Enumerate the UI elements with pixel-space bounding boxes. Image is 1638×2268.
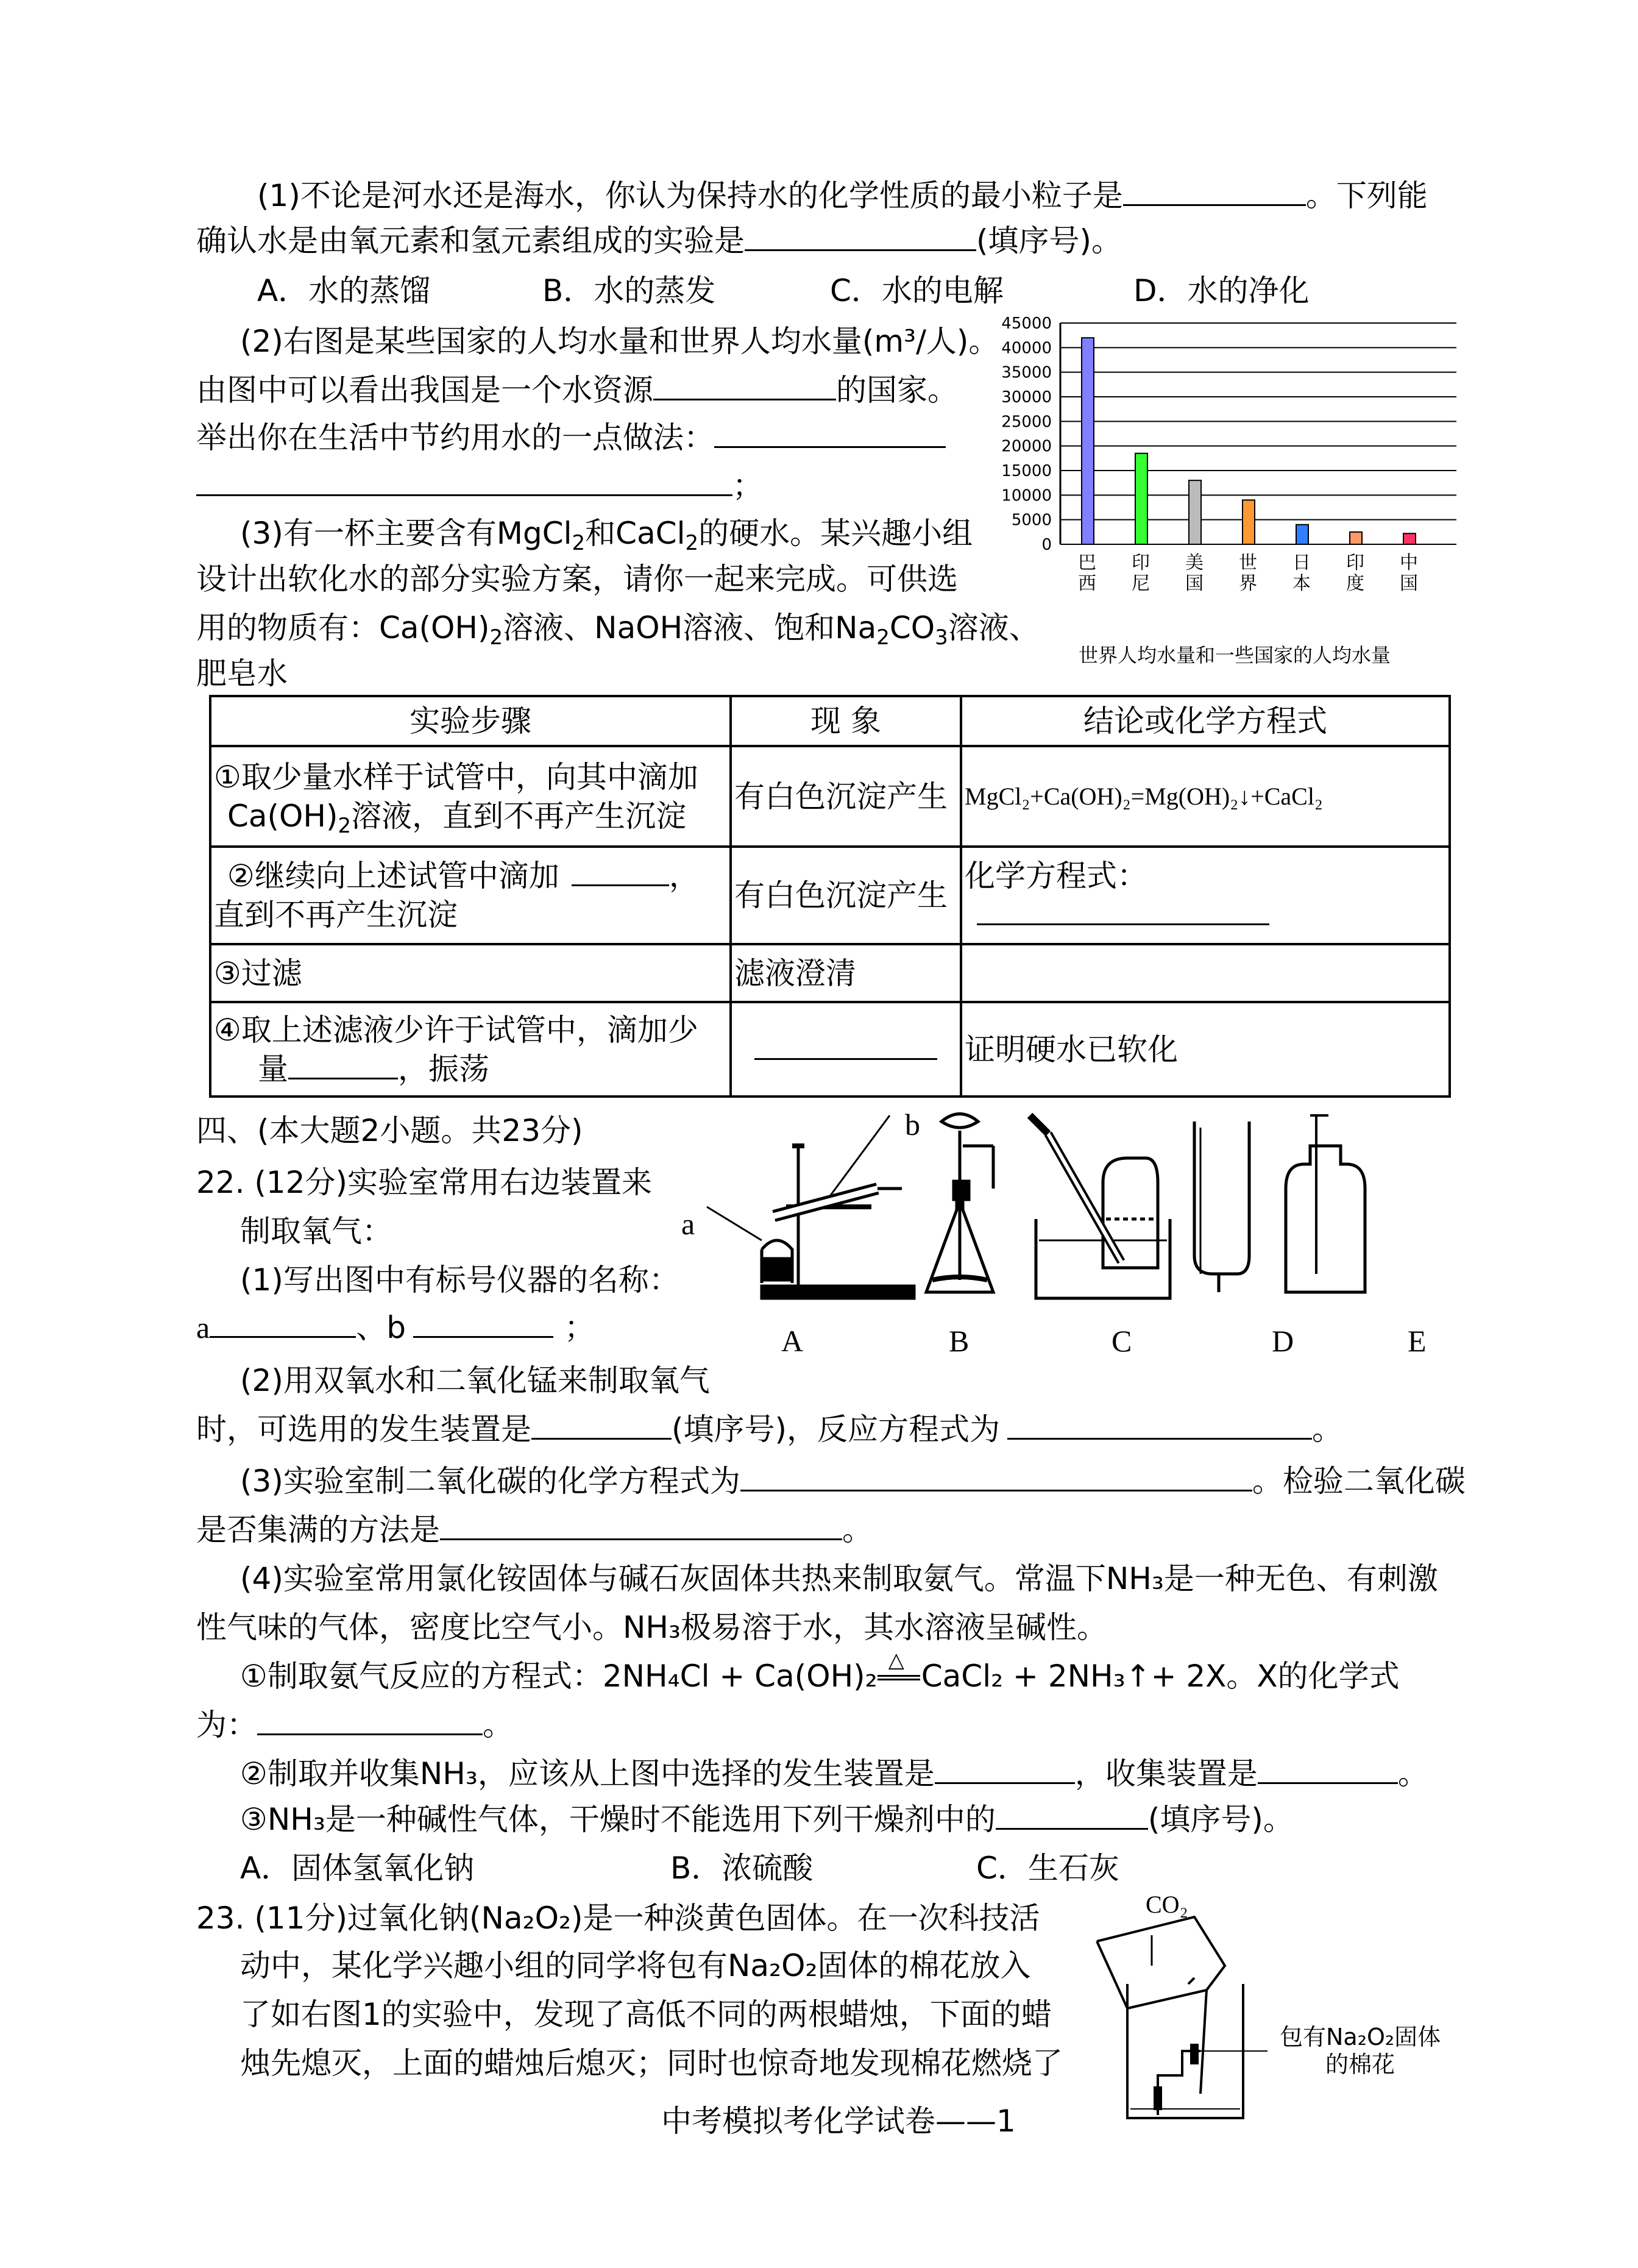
q21-p1-line1	[257, 177, 1428, 214]
q22-line3: (1)写出图中有标号仪器的名称：	[240, 1262, 679, 1298]
text: 。	[842, 1512, 873, 1548]
text: 溶液、NaOH溶液、饱和Na	[503, 610, 877, 645]
text: (填序号)，反应方程式为	[672, 1412, 1001, 1447]
subscript: 2	[685, 531, 699, 555]
apparatus-label-a: A	[781, 1324, 804, 1358]
y-tick-label: 5000	[1011, 511, 1052, 530]
header-cell: 现 象	[731, 696, 961, 746]
observation-cell: 有白色沉淀产生	[731, 847, 961, 944]
x-tick-label: 巴西	[1078, 552, 1096, 594]
answer-blank[interactable]	[1007, 1411, 1312, 1440]
apparatus-label-e: E	[1408, 1324, 1427, 1358]
q21-p3-line3	[196, 610, 1040, 650]
answer-blank[interactable]	[1123, 177, 1306, 206]
text: 为：	[196, 1707, 257, 1743]
text-line	[214, 797, 727, 836]
text: Ca(OH)	[227, 798, 338, 834]
delta-symbol: △	[888, 1648, 904, 1673]
text-line	[214, 1050, 727, 1089]
header-cell: 实验步骤	[210, 696, 731, 746]
q21-p3-line1	[240, 515, 973, 555]
text: 。	[1312, 1412, 1343, 1447]
q22-line7	[240, 1463, 1466, 1499]
subscript: 2	[572, 531, 586, 555]
cotton-label-line1: 包有Na₂O₂固体	[1280, 2024, 1441, 2050]
y-tick-label: 25000	[1001, 413, 1052, 432]
text: 用的物质有：Ca(OH)	[196, 610, 490, 645]
answer-blank[interactable]	[977, 897, 1269, 925]
bar	[1135, 453, 1147, 544]
q21-p2-line2	[196, 372, 958, 408]
q21-option-a: A．水的蒸馏	[257, 273, 431, 308]
table-row	[210, 746, 1450, 847]
y-tick-label: 0	[1041, 536, 1052, 554]
equation-cell	[961, 847, 1450, 944]
q23-line4: 烛先熄灭，上面的蜡烛后熄灭；同时也惊奇地发现棉花燃烧了	[240, 2046, 1063, 2081]
answer-blank[interactable]	[572, 858, 669, 886]
step-cell	[210, 847, 731, 944]
apparatus-label-b: B	[949, 1324, 970, 1358]
x-tick-label: 美国	[1185, 552, 1204, 594]
answer-blank[interactable]	[413, 1309, 553, 1338]
q22-line12	[196, 1707, 513, 1743]
text: ；	[732, 468, 763, 503]
subscript: 2	[876, 625, 890, 650]
answer-blank[interactable]	[714, 419, 946, 448]
y-tick-label: 10000	[1001, 486, 1052, 505]
text: 确认水是由氧元素和氢元素组成的实验是	[196, 223, 745, 258]
q21-option-b: B．水的蒸发	[542, 273, 716, 308]
q21-p2-line1: (2)右图是某些国家的人均水量和世界人均水量(m³/人)。	[240, 324, 999, 359]
text: 、b	[356, 1310, 406, 1345]
answer-blank[interactable]	[935, 1755, 1075, 1784]
text: ①制取氨气反应的方程式：2NH₄Cl + Ca(OH)₂	[240, 1658, 878, 1694]
text: ②继续向上述试管中滴加	[227, 858, 559, 894]
table-row	[210, 1002, 1450, 1097]
q22-line6	[196, 1411, 1342, 1448]
apparatus-label-c: C	[1112, 1324, 1132, 1358]
q22-line1: 22. (12分)实验室常用右边装置来	[196, 1165, 653, 1200]
x-tick-label: 世界	[1239, 552, 1257, 594]
step-cell	[210, 1002, 731, 1097]
q22-line2: 制取氧气：	[240, 1214, 392, 1249]
answer-blank[interactable]	[754, 1031, 937, 1060]
text: 的国家。	[836, 372, 958, 408]
bar	[1403, 533, 1416, 544]
y-tick-label: 15000	[1001, 462, 1052, 480]
x-tick-label: 日本	[1292, 552, 1311, 594]
observation-cell: 有白色沉淀产生	[731, 746, 961, 847]
bar	[1350, 532, 1362, 544]
q21-p3-line4: 肥皂水	[196, 656, 288, 691]
co2-label: CO₂	[1146, 1891, 1188, 1918]
q22-line8	[196, 1512, 873, 1548]
subscript: 2	[489, 625, 503, 650]
text: ，	[668, 858, 700, 894]
text: (1)不论是河水还是海水，你认为保持水的化学性质的最小粒子是	[257, 178, 1123, 213]
conclusion-cell: 证明硬水已软化	[961, 1002, 1450, 1097]
answer-blank[interactable]	[653, 372, 836, 400]
q22-line5: (2)用双氧水和二氧化锰来制取氧气	[240, 1363, 710, 1398]
text: ②制取并收集NH₃，应该从上图中选择的发生装置是	[240, 1756, 935, 1791]
q22-line13	[240, 1755, 1428, 1792]
answer-blank[interactable]	[257, 1707, 483, 1735]
page-footer: 中考模拟考化学试卷——1	[661, 2103, 1016, 2139]
text: 举出你在生活中节约用水的一点做法：	[196, 420, 714, 455]
q21-p3-line2: 设计出软化水的部分实验方案，请你一起来完成。可供选	[196, 561, 958, 597]
q21-option-c: C．水的电解	[830, 273, 1004, 308]
text: CaCl₂ + 2NH₃↑+ 2X。X的化学式	[921, 1658, 1400, 1694]
apparatus-b-conical-flask	[926, 1114, 993, 1293]
text-line	[214, 856, 727, 895]
experiment-table	[209, 695, 1451, 1098]
apparatus-label-d: D	[1272, 1324, 1294, 1358]
text: 时，可选用的发生装置是	[196, 1412, 531, 1447]
text: (3)有一杯主要含有MgCl	[240, 516, 572, 551]
subscript: 2	[338, 813, 352, 838]
q21-p1-line2	[196, 222, 1122, 259]
text: 溶液、	[948, 610, 1040, 645]
answer-blank[interactable]	[740, 1463, 1252, 1491]
y-tick-label: 35000	[1001, 363, 1052, 382]
bar	[1189, 480, 1201, 544]
y-tick-label: 40000	[1001, 339, 1052, 358]
q22-option-a: A．固体氢氧化钠	[240, 1850, 475, 1886]
text: 的硬水。某兴趣小组	[698, 516, 973, 551]
header-cell: 结论或化学方程式	[961, 696, 1450, 746]
delta-arrow	[878, 1648, 921, 1694]
equation-cell: MgCl₂+Ca(OH)₂=Mg(OH)₂↓+CaCl₂	[961, 746, 1450, 847]
bar	[1243, 500, 1255, 544]
text: a	[196, 1310, 210, 1345]
apparatus-e-bottle	[1286, 1115, 1365, 1292]
chart-title: 世界人均水量和一些国家的人均水量	[1079, 644, 1391, 667]
equation-cell	[961, 944, 1450, 1002]
answer-blank[interactable]	[1258, 1755, 1398, 1784]
q23-line3: 了如右图1的实验中，发现了高低不同的两根蜡烛，下面的蜡	[240, 1997, 1052, 2032]
q22-line14	[240, 1801, 1294, 1838]
q21-p2-line4	[196, 467, 763, 504]
x-tick-label: 印尼	[1132, 552, 1150, 594]
q21-option-d: D．水的净化	[1133, 273, 1310, 308]
q22-option-c: C．生石灰	[976, 1850, 1119, 1886]
text: (填序号)。	[1147, 1802, 1294, 1837]
text: 。检验二氧化碳	[1252, 1463, 1466, 1499]
section-4-heading: 四、(本大题2小题。共23分)	[196, 1113, 583, 1148]
answer-blank[interactable]	[745, 222, 976, 251]
text: 由图中可以看出我国是一个水资源	[196, 372, 653, 408]
text: 溶液，直到不再产生沉淀	[351, 798, 687, 834]
label-b: b	[905, 1107, 920, 1142]
text: ；	[564, 1310, 595, 1345]
answer-blank[interactable]	[531, 1411, 672, 1440]
reaction-line	[878, 1675, 920, 1677]
water-per-capita-chart	[987, 314, 1462, 558]
text: 化学方程式：	[965, 858, 1147, 894]
text: 直到不再产生沉淀	[214, 897, 458, 933]
table-row	[210, 944, 1450, 1002]
text: 。	[483, 1707, 513, 1743]
text: (3)实验室制二氧化碳的化学方程式为	[240, 1463, 740, 1499]
observation-cell	[731, 1002, 961, 1097]
answer-blank[interactable]	[196, 467, 732, 496]
answer-blank[interactable]	[288, 1051, 398, 1079]
q22-line10: 性气味的气体，密度比空气小。NH₃极易溶于水，其水溶液呈碱性。	[196, 1610, 1108, 1645]
step-cell: ③过滤	[210, 944, 731, 1002]
text: (填序号)。	[976, 223, 1122, 258]
table-row	[210, 847, 1450, 944]
q22-line4	[196, 1309, 595, 1346]
label-a: a	[681, 1207, 695, 1241]
table-header-row	[210, 696, 1450, 746]
cotton-label-line2: 的棉花	[1325, 2051, 1395, 2078]
q23-line1: 23. (11分)过氧化钠(Na₂O₂)是一种淡黄色固体。在一次科技活	[196, 1900, 1040, 1936]
apparatus-c-water-trough	[1030, 1115, 1170, 1298]
y-tick-label: 45000	[1001, 315, 1052, 333]
text: 。下列能	[1305, 178, 1428, 213]
q21-p2-line3	[196, 419, 946, 456]
chart-bars	[1082, 338, 1416, 544]
q22-line9: (4)实验室常用氯化铵固体与碱石灰固体共热来制取氨气。常温下NH₃是一种无色、有刺激	[240, 1561, 1438, 1596]
text: ③NH₃是一种碱性气体，干燥时不能选用下列干燥剂中的	[240, 1802, 996, 1837]
text: 是否集满的方法是	[196, 1512, 440, 1548]
y-tick-label: 20000	[1001, 437, 1052, 456]
text: 。	[1397, 1756, 1428, 1791]
bar	[1082, 338, 1094, 544]
bar	[1296, 525, 1308, 544]
chart-grid	[1060, 323, 1456, 544]
text: ④取上述滤液少许于试管中，滴加少	[214, 1012, 698, 1048]
answer-blank[interactable]	[996, 1801, 1148, 1830]
text: ①取少量水样于试管中，向其中滴加	[214, 759, 698, 795]
y-tick-label: 30000	[1001, 388, 1052, 407]
text: 和CaCl	[585, 516, 686, 551]
candle-experiment-figure	[1085, 1893, 1268, 2124]
q22-line11	[240, 1648, 1400, 1694]
answer-blank[interactable]	[440, 1512, 842, 1540]
text: CO	[889, 610, 935, 645]
q23-line2: 动中，某化学兴趣小组的同学将包有Na₂O₂固体的棉花放入	[240, 1948, 1031, 1983]
subscript: 3	[935, 625, 948, 650]
text: 量	[258, 1051, 288, 1087]
chart-y-ticks	[1001, 315, 1052, 554]
x-tick-label: 印度	[1346, 552, 1364, 594]
text: ，收集装置是	[1074, 1756, 1258, 1791]
step-cell	[210, 746, 731, 847]
answer-blank[interactable]	[210, 1309, 356, 1338]
x-tick-label: 中国	[1400, 552, 1418, 594]
apparatus-a-heated-tube	[707, 1115, 914, 1298]
observation-cell: 滤液澄清	[731, 944, 961, 1002]
q22-option-b: B．浓硫酸	[670, 1850, 814, 1886]
apparatus-d-bottle	[1194, 1122, 1249, 1292]
text: ，振荡	[398, 1051, 489, 1087]
reaction-line	[878, 1679, 920, 1680]
